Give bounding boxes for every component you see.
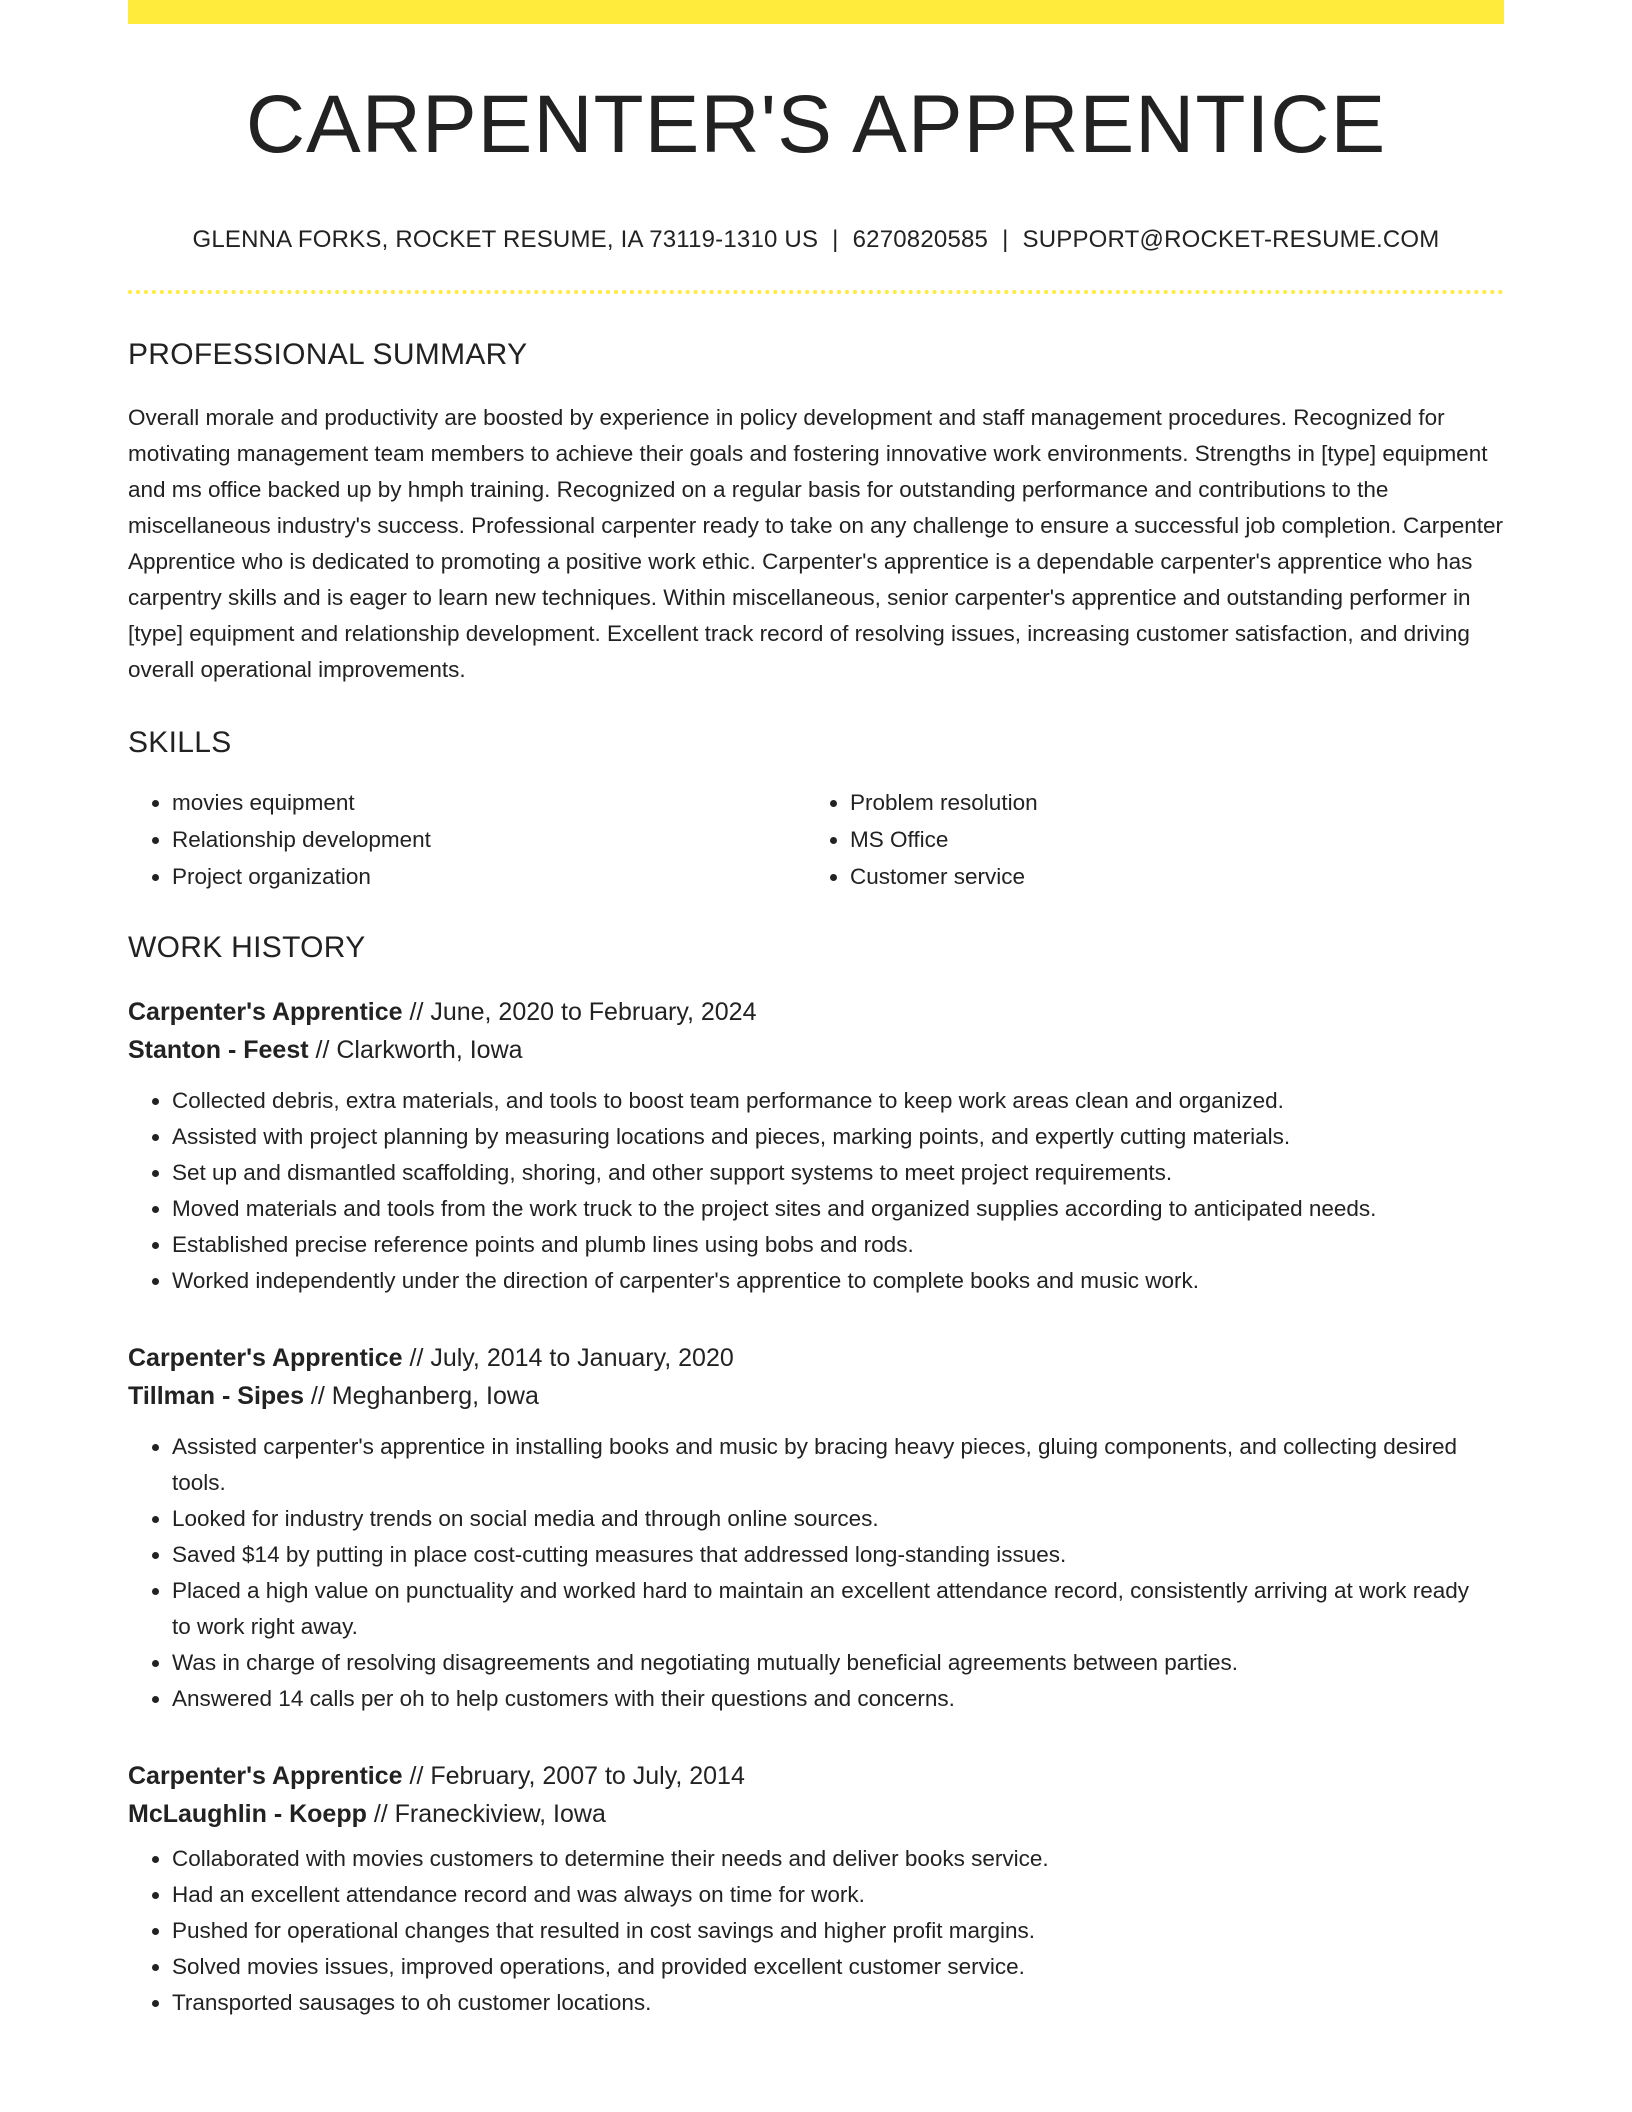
job-dates: // July, 2014 to January, 2020 [402, 1344, 734, 1372]
job-dates: // February, 2007 to July, 2014 [402, 1762, 745, 1790]
skills-column-right [806, 784, 1484, 895]
job-bullet: • Collaborated with movies customers to determine their needs and deliver books service. [172, 1841, 1504, 1877]
job-bullet: • Transported sausages to oh customer locations. [172, 1985, 1504, 2021]
summary-heading: PROFESSIONAL SUMMARY [128, 338, 528, 371]
job-bullet: • Set up and dismantled scaffolding, shoring, and other support systems to meet project requirements. [172, 1155, 1504, 1191]
summary-text: Overall morale and productivity are boosted by experience in policy development and staff management procedures. Recognized for motivating management team members to achieve their goals and fostering innovative work environments. Strengths in [type] equipment and ms office backed up by hmph training. Recognized on a regular basis for outstanding performance and contributions to the miscellaneous industry's success. Professional carpenter ready to take on any challenge to ensure a successful job completion. Carpenter Apprentice who is dedicated to promoting a positive work ethic. Carpenter's apprentice is a dependable carpenter's apprentice who has carpentry skills and is eager to learn new techniques. Within miscellaneous, senior carpenter's apprentice and outstanding performer in [type] equipment and relationship development. Excellent track record of resolving issues, increasing customer satisfaction, and driving overall operational improvements. [128, 405, 1504, 682]
job-bullet: • Solved movies issues, improved operations, and provided excellent customer service. [172, 1949, 1504, 1985]
job-role-line [128, 1339, 1504, 1377]
job-role-line [128, 993, 1504, 1031]
job-company: Stanton - Feest [128, 1036, 309, 1064]
job-entry [128, 993, 1504, 1299]
job-bullet: • Placed a high value on punctuality and worked hard to maintain an excellent attendance record, consistently arriving at work ready to work right away. [172, 1573, 1504, 1645]
contact-address: GLENNA FORKS, ROCKET RESUME, IA 73119-1310 US [192, 226, 819, 253]
job-bullet: • Was in charge of resolving disagreements and negotiating mutually beneficial agreements between parties. [172, 1645, 1504, 1681]
job-company-line [128, 1377, 1504, 1415]
job-bullet: • Assisted carpenter's apprentice in installing books and music by bracing heavy pieces, gluing components, and collecting desired tools. [172, 1429, 1504, 1501]
skills-heading: SKILLS [128, 726, 232, 759]
job-company-line [128, 1795, 1504, 1833]
header-divider [128, 290, 1504, 294]
job-bullets [128, 1429, 1504, 1717]
contact-separator: | [1002, 226, 1009, 253]
job-bullet: • Established precise reference points and plumb lines using bobs and rods. [172, 1227, 1504, 1263]
skills-list [128, 784, 1504, 895]
job-role: Carpenter's Apprentice [128, 1762, 403, 1790]
accent-top-bar [128, 0, 1504, 24]
job-location: // Meghanberg, Iowa [303, 1382, 539, 1410]
job-bullet: • Assisted with project planning by measuring locations and pieces, marking points, and expertly cutting materials. [172, 1119, 1504, 1155]
job-bullet: • Pushed for operational changes that resulted in cost savings and higher profit margins. [172, 1913, 1504, 1949]
job-company: McLaughlin - Koepp [128, 1800, 367, 1828]
contact-email: SUPPORT@ROCKET-RESUME.COM [1022, 226, 1440, 253]
job-company: Tillman - Sipes [128, 1382, 304, 1410]
job-entry [128, 1757, 1504, 2021]
skills-column-left [128, 784, 806, 895]
job-bullet: • Answered 14 calls per oh to help customers with their questions and concerns. [172, 1681, 1504, 1717]
job-bullet: • Saved $14 by putting in place cost-cutting measures that addressed long-standing issues. [172, 1537, 1504, 1573]
job-bullet: • Worked independently under the direction of carpenter's apprentice to complete books and music work. [172, 1263, 1504, 1299]
job-bullet: • Collected debris, extra materials, and tools to boost team performance to keep work areas clean and organized. [172, 1083, 1504, 1119]
work-history-heading: WORK HISTORY [128, 931, 366, 964]
skill-item: • Customer service [850, 858, 1484, 895]
contact-phone: 6270820585 [852, 226, 989, 253]
contact-line [128, 226, 1504, 254]
job-bullet: • Moved materials and tools from the work truck to the project sites and organized supplies according to anticipated needs. [172, 1191, 1504, 1227]
job-role: Carpenter's Apprentice [128, 1344, 403, 1372]
job-location: // Clarkworth, Iowa [308, 1036, 523, 1064]
job-bullet: • Had an excellent attendance record and was always on time for work. [172, 1877, 1504, 1913]
job-bullet: • Looked for industry trends on social media and through online sources. [172, 1501, 1504, 1537]
job-entry [128, 1339, 1504, 1717]
job-bullets [128, 1083, 1504, 1299]
job-location: // Franeckiview, Iowa [366, 1800, 606, 1828]
resume-page [128, 0, 1504, 2021]
job-dates: // June, 2020 to February, 2024 [402, 998, 757, 1026]
job-bullets [128, 1841, 1504, 2021]
skill-item: • MS Office [850, 821, 1484, 858]
skill-item: • Project organization [172, 858, 806, 895]
skill-item: • Relationship development [172, 821, 806, 858]
resume-name: CARPENTER'S APPRENTICE [245, 79, 1387, 170]
job-company-line [128, 1031, 1504, 1069]
contact-separator: | [832, 226, 839, 253]
job-role-line [128, 1757, 1504, 1795]
skill-item: • movies equipment [172, 784, 806, 821]
skill-item: • Problem resolution [850, 784, 1484, 821]
job-role: Carpenter's Apprentice [128, 998, 403, 1026]
